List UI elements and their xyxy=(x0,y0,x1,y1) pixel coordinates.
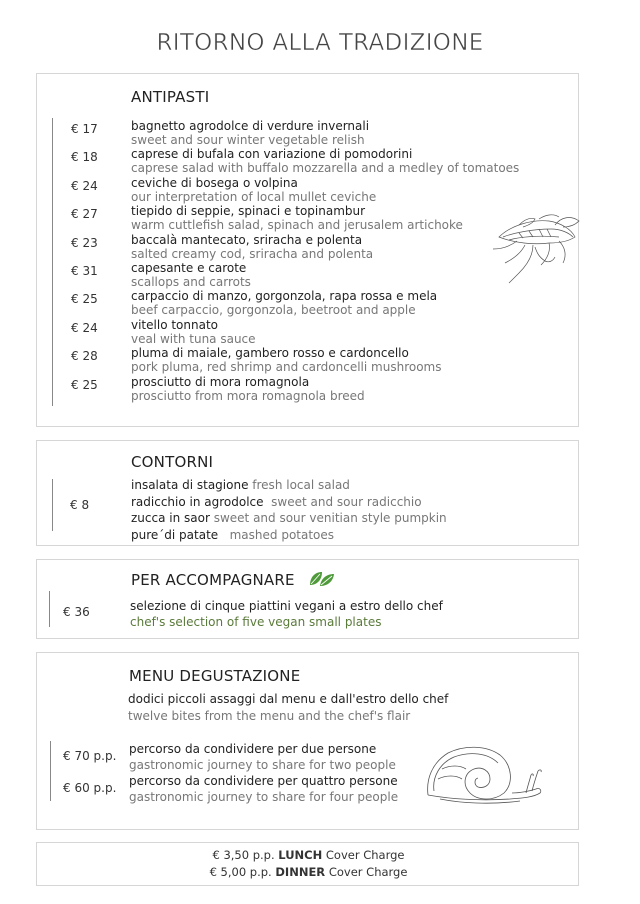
antipasti-item xyxy=(131,233,373,261)
antipasti-item-en: sweet and sour winter vegetable relish xyxy=(131,133,365,147)
contorni-item-en: sweet and sour radicchio xyxy=(263,494,422,509)
antipasti-item-en: caprese salad with buffalo mozzarella and a medley of tomatoes xyxy=(131,161,520,176)
antipasti-item-en: veal with tuna sauce xyxy=(131,331,256,346)
cover-meal: DINNER xyxy=(275,865,326,879)
contorni-item-en: fresh local salad xyxy=(248,478,350,492)
degustazione-option xyxy=(129,773,398,805)
cover-charge-line xyxy=(37,848,580,862)
antipasti-divider xyxy=(52,118,53,406)
degustazione-section xyxy=(36,652,579,830)
contorni-item-en: sweet and sour venitian style pumpkin xyxy=(209,511,447,525)
crab-sketch-icon xyxy=(489,207,581,285)
cover-price: € 3,50 p.p. xyxy=(212,848,275,862)
accompagnare-divider xyxy=(49,591,50,627)
antipasti-item-en: our interpretation of local mullet ceviche xyxy=(131,189,377,204)
contorni-item-name: zucca in saor xyxy=(131,511,210,525)
contorni-divider xyxy=(52,479,53,531)
contorni-price: € 8 xyxy=(70,498,90,512)
antipasti-item-en: prosciutto from mora romagnola breed xyxy=(131,388,365,403)
degustazione-price: € 70 p.p. xyxy=(63,749,117,763)
antipasti-heading: ANTIPASTI xyxy=(131,88,210,106)
antipasti-item xyxy=(131,289,437,317)
accompagnare-item-en: chef's selection of five vegan small plates xyxy=(130,615,382,629)
degustazione-option xyxy=(129,741,396,773)
cover-section xyxy=(36,842,579,886)
antipasti-price: € 31 xyxy=(71,264,98,278)
antipasti-item xyxy=(131,119,369,147)
antipasti-item-en: salted creamy cod, sriracha and polenta xyxy=(131,246,374,261)
degustazione-intro-en: twelve bites from the menu and the chef's flair xyxy=(128,709,411,723)
antipasti-price: € 28 xyxy=(71,349,98,364)
cover-label: Cover Charge xyxy=(328,865,408,879)
antipasti-item-name: tiepido di seppie, spinaci e topinambur xyxy=(131,204,366,219)
antipasti-item xyxy=(131,346,442,374)
antipasti-price: € 23 xyxy=(71,235,98,250)
antipasti-item-name: capesante e carote xyxy=(131,261,247,275)
cover-charge-line xyxy=(37,865,580,879)
antipasti-price: € 25 xyxy=(71,377,98,392)
antipasti-item-name: bagnetto agrodolce di verdure invernali xyxy=(131,119,370,133)
contorni-item xyxy=(131,510,447,526)
contorni-item-name: insalata di stagione xyxy=(131,478,249,492)
antipasti-item-en: scallops and carrots xyxy=(131,275,251,289)
antipasti-section xyxy=(36,73,579,427)
accompagnare-item-name: selezione di cinque piattini vegani a estro dello chef xyxy=(130,599,443,613)
antipasti-price: € 27 xyxy=(71,207,98,222)
degustazione-divider xyxy=(50,741,51,801)
degustazione-option-en: gastronomic journey to share for two people xyxy=(129,758,396,772)
contorni-item xyxy=(131,477,350,493)
antipasti-item-name: caprese di bufala con variazione di pomodorini xyxy=(131,147,413,162)
antipasti-item-en: pork pluma, red shrimp and cardoncelli mushrooms xyxy=(131,360,442,375)
cover-price: € 5,00 p.p. xyxy=(209,865,272,879)
accompagnare-item xyxy=(130,598,443,630)
degustazione-intro xyxy=(128,691,448,725)
contorni-heading: CONTORNI xyxy=(131,453,214,471)
antipasti-price: € 25 xyxy=(71,292,98,307)
contorni-item xyxy=(131,494,422,510)
antipasti-price: € 24 xyxy=(71,320,98,335)
antipasti-price: € 24 xyxy=(71,178,98,193)
antipasti-item-en: warm cuttlefish salad, spinach and jerusalem artichoke xyxy=(131,218,463,233)
leaf-icon xyxy=(308,570,336,588)
contorni-item-name: pure´di patate xyxy=(131,527,219,542)
antipasti-item-en: beef carpaccio, gorgonzola, beetroot and apple xyxy=(131,303,416,318)
antipasti-item xyxy=(131,261,251,289)
antipasti-item-name: carpaccio di manzo, gorgonzola, rapa rossa e mela xyxy=(131,289,438,304)
accompagnare-section xyxy=(36,559,579,639)
antipasti-item-name: prosciutto di mora romagnola xyxy=(131,374,310,389)
antipasti-item-name: baccalà mantecato, sriracha e polenta xyxy=(131,232,363,247)
antipasti-item-name: vitello tonnato xyxy=(131,317,219,332)
contorni-item xyxy=(131,527,334,543)
degustazione-price: € 60 p.p. xyxy=(63,781,117,795)
degustazione-option-name: percorso da condividere per due persone xyxy=(129,742,377,756)
antipasti-price: € 18 xyxy=(71,150,98,165)
contorni-section xyxy=(36,440,579,546)
snail-sketch-icon xyxy=(420,739,550,809)
cover-label: Cover Charge xyxy=(325,848,405,862)
degustazione-heading: MENU DEGUSTAZIONE xyxy=(129,667,301,685)
antipasti-item xyxy=(131,375,365,403)
antipasti-item xyxy=(131,147,519,175)
menu-title: RITORNO ALLA TRADIZIONE xyxy=(156,30,484,56)
contorni-item-en: mashed potatoes xyxy=(218,527,335,542)
degustazione-option-name: percorso da condividere per quattro persone xyxy=(129,774,398,788)
accompagnare-heading: PER ACCOMPAGNARE xyxy=(131,571,295,589)
degustazione-option-en: gastronomic journey to share for four people xyxy=(129,790,399,804)
antipasti-item-name: ceviche di bosega o volpina xyxy=(131,175,298,190)
antipasti-item xyxy=(131,204,463,232)
antipasti-price: € 17 xyxy=(71,122,98,136)
cover-meal: LUNCH xyxy=(278,848,323,862)
accompagnare-price: € 36 xyxy=(63,605,90,619)
degustazione-intro-it: dodici piccoli assaggi dal menu e dall'estro dello chef xyxy=(128,692,449,706)
contorni-item-name: radicchio in agrodolce xyxy=(131,494,264,509)
antipasti-item xyxy=(131,318,256,346)
antipasti-item-name: pluma di maiale, gambero rosso e cardoncello xyxy=(131,346,409,361)
antipasti-item xyxy=(131,176,376,204)
